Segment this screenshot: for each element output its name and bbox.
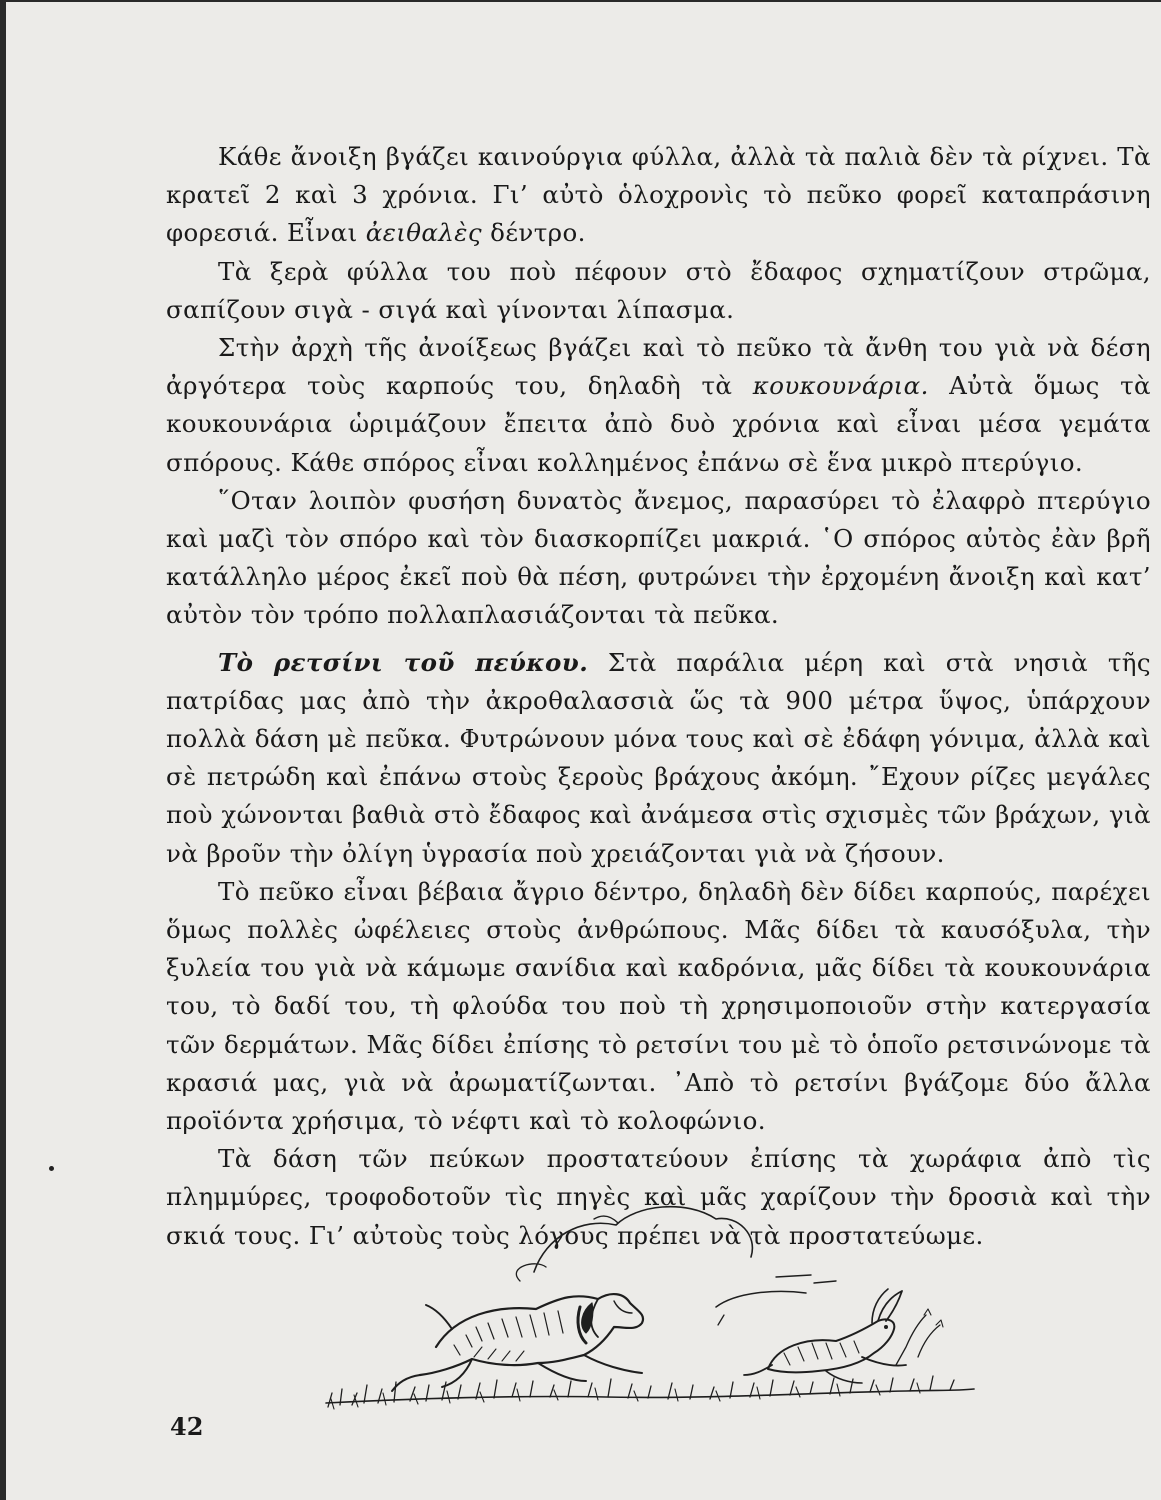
paragraph-7-text: Τὰ δάση τῶν πεύκων προστατεύουν ἐπίσης τὰ χωράφια ἀπὸ τὶς πλημμύρες, τροφοδοτοῦν τὶς πηγὲς καὶ μᾶς χαρίζουν τὴν δροσιὰ καὶ τὴν σκιά τους. Γι’ αὐτοὺς τοὺς λόγους πρέπει νὰ τὰ προστατεύωμε. <box>166 1144 1151 1250</box>
body-text <box>166 138 1151 1255</box>
paragraph-3-after: Αὐτὰ ὅμως τὰ κουκουνάρια ὡριμάζουν ἔπειτα ἀπὸ δυὸ χρόνια καὶ εἶναι μέσα γεμάτα σπόρους. Κάθε σπόρος εἶναι κολλημένος ἐπάνω σὲ ἕνα μικρὸ πτερύγιο. <box>166 371 1151 477</box>
paragraph-1-after: δέντρο. <box>481 218 586 248</box>
page-number: 42 <box>170 1412 204 1441</box>
paragraph-4 <box>166 482 1151 635</box>
paragraph-2 <box>166 253 1151 329</box>
paragraph-5 <box>166 644 1151 873</box>
paragraph-1-italic: ἀειθαλὲς <box>365 218 482 248</box>
paragraph-4-text: ῞Οταν λοιπὸν φυσήση δυνατὸς ἄνεμος, παρασύρει τὸ ἐλαφρὸ πτερύγιο καὶ μαζὶ τὸν σπόρο καὶ τὸν διασκορπίζει μακριά. ῾Ο σπόρος αὐτὸς ἐὰν βρῆ κατάλληλο μέρος ἐκεῖ ποὺ θὰ πέση, φυτρώνει τὴν ἐρχομένη ἄνοιξη καὶ κατ’ αὐτὸν τὸν τρόπο πολλαπλασιάζονται τὰ πεῦκα. <box>166 485 1151 630</box>
paragraph-6 <box>166 873 1151 1140</box>
paragraph-2-text: Τὰ ξερὰ φύλλα του ποὺ πέφουν στὸ ἔδαφος σχηματίζουν στρῶμα, σαπίζουν σιγὰ - σιγά καὶ γίνονται λίπασμα. <box>166 256 1151 324</box>
margin-dot <box>49 1166 54 1171</box>
paragraph-3-text: Στὴν ἀρχὴ τῆς ἀνοίξεως βγάζει καὶ τὸ πεῦκο τὰ ἄνθη του γιὰ νὰ δέση ἀργότερα τοὺς καρπούς του, δηλαδὴ τὰ <box>166 333 1151 401</box>
paragraph-3-italic: κουκουνάρια. <box>752 371 929 401</box>
dog-chasing-hare-illustration <box>306 1197 986 1437</box>
book-page <box>6 2 1161 1500</box>
paragraph-1 <box>166 138 1151 253</box>
paragraph-6-text: Τὸ πεῦκο εἶναι βέβαια ἄγριο δέντρο, δηλαδὴ δὲν δίδει καρπούς, παρέχει ὅμως πολλὲς ὠφέλειες στοὺς ἀνθρώπους. Μᾶς δίδει τὰ καυσόξυλα, τὴν ξυλεία του γιὰ νὰ κάμωμε σανίδια καὶ καδρόνια, μᾶς δίδει τὰ κουκουνάρια του, τὸ δαδί του, τὴ φλούδα του ποὺ τὴ χρησιμοποιοῦν στὴν κατεργασία τῶν δερμάτων. Μᾶς δίδει ἐπίσης τὸ ρετσίνι του μὲ τὸ ὁποῖο ρετσινώνομε τὰ κρασιά μας, γιὰ νὰ ἀρωματίζωνται. ᾿Απὸ τὸ ρετσίνι βγάζομε δύο ἄλλα προϊόντα χρήσιμα, τὸ νέφτι καὶ τὸ κολοφώνιο. <box>166 876 1151 1136</box>
section-heading: Τὸ ρετσίνι τοῦ πεύκου. <box>218 647 589 677</box>
paragraph-3 <box>166 329 1151 482</box>
paragraph-5-text: Στὰ παράλια μέρη καὶ στὰ νησιὰ τῆς πατρίδας μας ἀπὸ τὴν ἀκροθαλασσιὰ ὥς τὰ 900 μέτρα ὕψος, ὑπάρχουν πολλὰ δάση μὲ πεῦκα. Φυτρώνουν μόνα τους καὶ σὲ ἐδάφη γόνιμα, ἀλλὰ καὶ σὲ πετρώδη καὶ ἐπάνω στοὺς ξεροὺς βράχους ἀκόμη. ῎Εχουν ρίζες μεγάλες ποὺ χώνονται βαθιὰ στὸ ἔδαφος καὶ ἀνάμεσα στὶς σχισμὲς τῶν βράχων, γιὰ νὰ βροῦν τὴν ὀλίγη ὑγρασία ποὺ χρειάζονται γιὰ νὰ ζήσουν. <box>166 647 1151 868</box>
paragraph-1-text: Κάθε ἄνοιξη βγάζει καινούργια φύλλα, ἀλλὰ τὰ παλιὰ δὲν τὰ ρίχνει. Τὰ κρατεῖ 2 καὶ 3 χρόνια. Γι’ αὐτὸ ὁλοχρονὶς τὸ πεῦκο φορεῖ καταπράσινη φορεσιά. Εἶναι <box>166 142 1151 248</box>
